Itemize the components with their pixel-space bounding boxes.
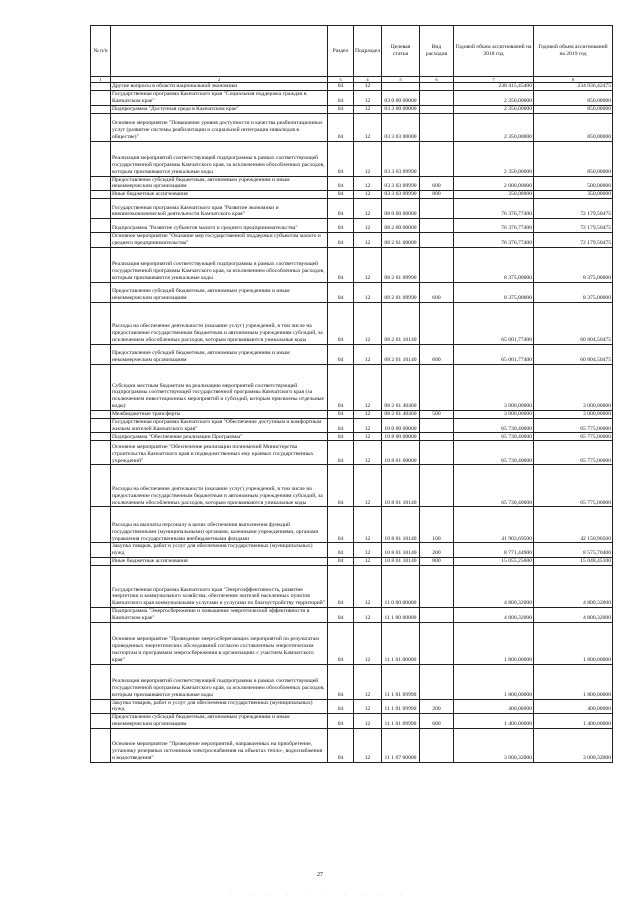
column-number: 4 bbox=[354, 77, 382, 83]
row-razdel-cell: 04 bbox=[328, 233, 354, 248]
table-row bbox=[91, 364, 613, 410]
row-expense-type-cell: 200 bbox=[420, 699, 454, 714]
row-name-cell: Предоставление субсидий бюджетным, автономным учреждениям и иным некоммерческим организациям bbox=[111, 282, 328, 302]
table-row bbox=[91, 141, 613, 176]
row-amount-2019-cell: 4 800,32000 bbox=[534, 607, 613, 622]
row-name-cell: Государственная программа Камчатского края "Энергоэффективность, развитие энергетики и коммунального хозяйства, обеспечение жителей населенных пунктов Камчатского края коммунальными услугами и услугами по благоустройству территорий" bbox=[111, 565, 328, 607]
column-number: 8 bbox=[534, 77, 613, 83]
row-amount-2019-cell: 1 800,00000 bbox=[534, 622, 613, 664]
row-podrazdel-cell: 12 bbox=[354, 219, 382, 233]
row-razdel-cell: 04 bbox=[328, 219, 354, 233]
table-row bbox=[91, 622, 613, 664]
row-podrazdel-cell: 12 bbox=[354, 105, 382, 113]
row-podrazdel-cell: 12 bbox=[354, 176, 382, 191]
row-expense-type-cell bbox=[420, 113, 454, 141]
row-amount-2018-cell: 2 350,00000 bbox=[454, 91, 534, 106]
row-name-cell: Расходы на выплаты персоналу в целях обеспечения выполнения функций государственными (муниципальными) органами, казенными учреждениями, органами управления государственными внебюджетными фондами bbox=[111, 507, 328, 543]
row-podrazdel-cell: 12 bbox=[354, 565, 382, 607]
row-amount-2018-cell: 350,00000 bbox=[454, 191, 534, 199]
scan-marks: · · · · · · · · · · bbox=[230, 893, 410, 898]
row-amount-2018-cell: 41 903,69500 bbox=[454, 507, 534, 543]
row-expense-type-cell bbox=[420, 364, 454, 410]
column-number: 1 bbox=[91, 77, 111, 83]
row-razdel-cell: 04 bbox=[328, 344, 354, 364]
row-amount-2018-cell: 2 350,00000 bbox=[454, 113, 534, 141]
row-amount-2018-cell: 2 350,00000 bbox=[454, 141, 534, 176]
row-name-cell: Иные бюджетные ассигнования bbox=[111, 191, 328, 199]
row-number-cell bbox=[91, 364, 111, 410]
row-name-cell: Государственная программа Камчатского края "Социальная поддержка граждан в Камчатском крае" bbox=[111, 91, 328, 106]
table-row bbox=[91, 607, 613, 622]
row-number-cell bbox=[91, 344, 111, 364]
row-razdel-cell: 04 bbox=[328, 176, 354, 191]
row-podrazdel-cell: 12 bbox=[354, 410, 382, 418]
row-name-cell: Реализация мероприятий соответствующей подпрограммы в рамках соответствующей государственной программы Камчатского края, за исключением обособленных расходов, которым присваиваются уникальные коды bbox=[111, 664, 328, 699]
row-podrazdel-cell: 12 bbox=[354, 191, 382, 199]
row-number-cell bbox=[91, 418, 111, 433]
column-number: 2 bbox=[111, 77, 328, 83]
row-expense-type-cell bbox=[420, 302, 454, 344]
table-row bbox=[91, 557, 613, 565]
row-name-cell: Межбюджетные трансферты bbox=[111, 410, 328, 418]
row-expense-type-cell bbox=[420, 664, 454, 699]
row-number-cell bbox=[91, 728, 111, 762]
row-target-article-cell: 08 2 01 00000 bbox=[382, 233, 420, 248]
budget-table bbox=[90, 25, 613, 763]
row-podrazdel-cell: 12 bbox=[354, 699, 382, 714]
row-amount-2019-cell: 500,00000 bbox=[534, 176, 613, 191]
row-name-cell: Основное мероприятие "Проведение мероприятий, направленных на приобретение, установку резервных источников электроснабжения на объектах тепло-, водоснабжения и водоотведения" bbox=[111, 728, 328, 762]
row-target-article-cell: 08 0 00 00000 bbox=[382, 199, 420, 219]
row-amount-2019-cell: 65 775,06000 bbox=[534, 441, 613, 465]
row-number-cell bbox=[91, 247, 111, 282]
table-row bbox=[91, 543, 613, 558]
row-razdel-cell: 04 bbox=[328, 113, 354, 141]
row-number-cell bbox=[91, 622, 111, 664]
table-row bbox=[91, 282, 613, 302]
row-name-cell: Закупка товаров, работ и услуг для обеспечения государственных (муниципальных) нужд bbox=[111, 699, 328, 714]
row-razdel-cell: 04 bbox=[328, 543, 354, 558]
row-amount-2019-cell: 8 375,00000 bbox=[534, 247, 613, 282]
row-name-cell: Государственная программа Камчатского края "Обеспечение доступным и комфортным жильем жителей Камчатского края" bbox=[111, 418, 328, 433]
row-amount-2018-cell: 3 000,00000 bbox=[454, 410, 534, 418]
row-expense-type-cell bbox=[420, 219, 454, 233]
table-row bbox=[91, 191, 613, 199]
table-row bbox=[91, 247, 613, 282]
row-expense-type-cell bbox=[420, 565, 454, 607]
row-razdel-cell: 04 bbox=[328, 364, 354, 410]
row-target-article-cell: 10 0 00 00000 bbox=[382, 418, 420, 433]
row-amount-2019-cell: 60 804,50475 bbox=[534, 344, 613, 364]
row-number-cell bbox=[91, 441, 111, 465]
row-expense-type-cell: 600 bbox=[420, 714, 454, 729]
row-razdel-cell: 04 bbox=[328, 607, 354, 622]
row-number-cell bbox=[91, 302, 111, 344]
row-podrazdel-cell: 12 bbox=[354, 441, 382, 465]
table-row bbox=[91, 433, 613, 441]
row-expense-type-cell bbox=[420, 199, 454, 219]
row-razdel-cell: 04 bbox=[328, 91, 354, 106]
header-amount-2018: Годовой объем ассигнований на 2018 год bbox=[454, 26, 534, 77]
row-amount-2018-cell: 3 000,32000 bbox=[454, 728, 534, 762]
table-row bbox=[91, 441, 613, 465]
row-target-article-cell bbox=[382, 83, 420, 91]
table-body bbox=[91, 83, 613, 763]
row-razdel-cell: 04 bbox=[328, 433, 354, 441]
table-row bbox=[91, 714, 613, 729]
row-amount-2018-cell: 76 376,77400 bbox=[454, 219, 534, 233]
row-target-article-cell: 11 1 00 00000 bbox=[382, 607, 420, 622]
row-name-cell: Основное мероприятие "Обеспечение реализации полномочий Министерства строительства Камчатского края и подведомственных ему краевых государственных учреждений" bbox=[111, 441, 328, 465]
row-amount-2018-cell: 65 730,40000 bbox=[454, 418, 534, 433]
row-podrazdel-cell: 12 bbox=[354, 344, 382, 364]
row-podrazdel-cell: 12 bbox=[354, 465, 382, 507]
row-podrazdel-cell: 12 bbox=[354, 282, 382, 302]
row-number-cell bbox=[91, 176, 111, 191]
row-number-cell bbox=[91, 113, 111, 141]
row-razdel-cell: 04 bbox=[328, 199, 354, 219]
row-name-cell: Основное мероприятие "Проведение энергосберегающих мероприятий по результатам проведенных энергетических обследований согласно составленным энергетическим паспортам и программам энергосбережения в организациях с участием Камчатского края" bbox=[111, 622, 328, 664]
row-podrazdel-cell: 12 bbox=[354, 664, 382, 699]
row-target-article-cell: 11 1 07 00000 bbox=[382, 728, 420, 762]
row-amount-2019-cell: 4 800,32000 bbox=[534, 565, 613, 607]
row-number-cell bbox=[91, 83, 111, 91]
row-amount-2019-cell: 60 804,50475 bbox=[534, 302, 613, 344]
row-target-article-cell: 10 8 01 10140 bbox=[382, 557, 420, 565]
row-amount-2018-cell: 4 800,32000 bbox=[454, 607, 534, 622]
row-number-cell bbox=[91, 565, 111, 607]
row-amount-2019-cell: 1 800,00000 bbox=[534, 664, 613, 699]
row-amount-2019-cell: 234 936,42475 bbox=[534, 83, 613, 91]
row-number-cell bbox=[91, 199, 111, 219]
table-row bbox=[91, 176, 613, 191]
row-expense-type-cell: 600 bbox=[420, 282, 454, 302]
row-number-cell bbox=[91, 557, 111, 565]
table-row bbox=[91, 565, 613, 607]
row-amount-2018-cell: 76 376,77400 bbox=[454, 199, 534, 219]
row-amount-2019-cell: 72 179,50475 bbox=[534, 233, 613, 248]
row-target-article-cell: 11 0 00 00000 bbox=[382, 565, 420, 607]
table-row bbox=[91, 113, 613, 141]
row-target-article-cell: 03 3 00 00000 bbox=[382, 105, 420, 113]
row-name-cell: Реализация мероприятий соответствующей подпрограммы в рамках соответствующей государственной программы Камчатского края, за исключением обособленных расходов, которым присваиваются уникальные коды bbox=[111, 247, 328, 282]
row-amount-2018-cell: 8 375,00000 bbox=[454, 247, 534, 282]
row-number-cell bbox=[91, 282, 111, 302]
row-target-article-cell: 11 1 01 09990 bbox=[382, 664, 420, 699]
row-razdel-cell: 04 bbox=[328, 247, 354, 282]
row-target-article-cell: 10 8 01 10140 bbox=[382, 507, 420, 543]
row-amount-2019-cell: 65 775,06000 bbox=[534, 465, 613, 507]
row-name-cell: Подпрограмма "Доступная среда в Камчатском крае" bbox=[111, 105, 328, 113]
row-target-article-cell: 10 8 01 10140 bbox=[382, 465, 420, 507]
row-amount-2019-cell: 400,00000 bbox=[534, 699, 613, 714]
row-number-cell bbox=[91, 219, 111, 233]
row-razdel-cell: 04 bbox=[328, 418, 354, 433]
row-target-article-cell: 11 1 01 00000 bbox=[382, 622, 420, 664]
column-number: 5 bbox=[382, 77, 420, 83]
header-row bbox=[91, 26, 613, 77]
header-expense-type: Вид расходов bbox=[420, 26, 454, 77]
row-amount-2019-cell: 3 000,00000 bbox=[534, 364, 613, 410]
row-name-cell: Основное мероприятие "Повышение уровня доступности и качества реабилитационных услуг (развитие системы реабилитации и социальной интеграции инвалидов в обществе)" bbox=[111, 113, 328, 141]
row-razdel-cell: 04 bbox=[328, 664, 354, 699]
row-amount-2018-cell: 3 000,00000 bbox=[454, 364, 534, 410]
column-number: 7 bbox=[454, 77, 534, 83]
row-target-article-cell: 03 3 03 09990 bbox=[382, 141, 420, 176]
row-razdel-cell: 04 bbox=[328, 565, 354, 607]
row-razdel-cell: 04 bbox=[328, 302, 354, 344]
row-amount-2019-cell: 42 150,90560 bbox=[534, 507, 613, 543]
row-number-cell bbox=[91, 191, 111, 199]
row-name-cell: Предоставление субсидий бюджетным, автономным учреждениям и иным некоммерческим организациям bbox=[111, 344, 328, 364]
row-target-article-cell: 08 2 01 09990 bbox=[382, 247, 420, 282]
header-podrazdel: Подраздел bbox=[354, 26, 382, 77]
row-name-cell: Субсидии местным бюджетам на реализацию мероприятий соответствующей подпрограммы соответствующей государственной программы Камчатского края (за исключением инвестиционных мероприятий и субсидий, которым присвоены отдельные коды) bbox=[111, 364, 328, 410]
row-name-cell: Подпрограмма "Энергосбережение и повышение энергетической эффективности в Камчатском крае" bbox=[111, 607, 328, 622]
row-expense-type-cell bbox=[420, 607, 454, 622]
row-amount-2019-cell: 1 400,00000 bbox=[534, 714, 613, 729]
row-expense-type-cell bbox=[420, 465, 454, 507]
header-target-article: Целевая статья bbox=[382, 26, 420, 77]
row-podrazdel-cell: 12 bbox=[354, 233, 382, 248]
row-amount-2019-cell: 8 575,70400 bbox=[534, 543, 613, 558]
row-podrazdel-cell: 12 bbox=[354, 247, 382, 282]
row-amount-2018-cell: 400,00000 bbox=[454, 699, 534, 714]
row-name-cell: Государственная программа Камчатского края "Развитие экономики и внешнеэкономической деятельности Камчатского края" bbox=[111, 199, 328, 219]
row-podrazdel-cell: 12 bbox=[354, 91, 382, 106]
row-target-article-cell: 03 0 00 00000 bbox=[382, 91, 420, 106]
row-expense-type-cell bbox=[420, 233, 454, 248]
row-expense-type-cell bbox=[420, 433, 454, 441]
row-expense-type-cell bbox=[420, 141, 454, 176]
row-expense-type-cell bbox=[420, 105, 454, 113]
table-row bbox=[91, 302, 613, 344]
row-podrazdel-cell: 12 bbox=[354, 622, 382, 664]
row-expense-type-cell: 800 bbox=[420, 191, 454, 199]
row-number-cell bbox=[91, 410, 111, 418]
row-podrazdel-cell: 12 bbox=[354, 418, 382, 433]
row-amount-2019-cell: 15 048,45100 bbox=[534, 557, 613, 565]
row-name-cell: Расходы на обеспечение деятельности (оказание услуг) учреждений, в том числе на предоставление государственным бюджетным и автономным учреждениям субсидий, за исключением обособленных расходов, которым присваиваются уникальные коды bbox=[111, 465, 328, 507]
header-razdel: Раздел bbox=[328, 26, 354, 77]
row-amount-2019-cell: 350,00000 bbox=[534, 191, 613, 199]
header-amount-2019: Годовой объем ассигнований на 2019 год bbox=[534, 26, 613, 77]
row-amount-2019-cell: 65 775,06000 bbox=[534, 433, 613, 441]
row-target-article-cell: 08 2 01 10140 bbox=[382, 302, 420, 344]
row-amount-2019-cell: 850,00000 bbox=[534, 141, 613, 176]
row-razdel-cell: 04 bbox=[328, 191, 354, 199]
row-podrazdel-cell: 12 bbox=[354, 433, 382, 441]
table-row bbox=[91, 83, 613, 91]
row-podrazdel-cell: 12 bbox=[354, 714, 382, 729]
row-razdel-cell: 04 bbox=[328, 441, 354, 465]
table-row bbox=[91, 465, 613, 507]
row-amount-2018-cell: 8 771,44900 bbox=[454, 543, 534, 558]
table-row bbox=[91, 418, 613, 433]
row-amount-2018-cell: 1 800,00000 bbox=[454, 664, 534, 699]
row-podrazdel-cell: 12 bbox=[354, 199, 382, 219]
row-amount-2018-cell: 65 730,40000 bbox=[454, 433, 534, 441]
row-name-cell: Иные бюджетные ассигнования bbox=[111, 557, 328, 565]
table-row bbox=[91, 233, 613, 248]
table-row bbox=[91, 728, 613, 762]
row-expense-type-cell bbox=[420, 441, 454, 465]
row-target-article-cell: 10 8 01 10140 bbox=[382, 543, 420, 558]
row-amount-2018-cell: 65 001,77400 bbox=[454, 344, 534, 364]
row-target-article-cell: 10 8 01 00000 bbox=[382, 441, 420, 465]
row-amount-2019-cell: 3 000,32000 bbox=[534, 728, 613, 762]
row-amount-2018-cell: 65 730,40000 bbox=[454, 465, 534, 507]
table-row bbox=[91, 105, 613, 113]
row-number-cell bbox=[91, 507, 111, 543]
row-number-cell bbox=[91, 699, 111, 714]
row-name-cell: Предоставление субсидий бюджетным, автономным учреждениям и иным некоммерческим организациям bbox=[111, 176, 328, 191]
row-podrazdel-cell: 12 bbox=[354, 83, 382, 91]
row-target-article-cell: 08 2 01 40460 bbox=[382, 364, 420, 410]
row-podrazdel-cell: 12 bbox=[354, 728, 382, 762]
row-amount-2018-cell: 15 055,25600 bbox=[454, 557, 534, 565]
row-target-article-cell: 03 3 03 09990 bbox=[382, 191, 420, 199]
row-number-cell bbox=[91, 141, 111, 176]
row-amount-2019-cell: 72 179,50475 bbox=[534, 219, 613, 233]
row-razdel-cell: 04 bbox=[328, 622, 354, 664]
row-podrazdel-cell: 12 bbox=[354, 141, 382, 176]
row-name-cell: Основное мероприятие "Оказание мер государственной поддержки субъектам малого и среднего предпринимательства" bbox=[111, 233, 328, 248]
row-target-article-cell: 11 1 01 09990 bbox=[382, 699, 420, 714]
row-name-cell: Подпрограмма "Обеспечение реализации Программы" bbox=[111, 433, 328, 441]
row-amount-2018-cell: 65 001,77400 bbox=[454, 302, 534, 344]
row-number-cell bbox=[91, 433, 111, 441]
row-target-article-cell: 08 2 00 00000 bbox=[382, 219, 420, 233]
row-amount-2018-cell: 238 415,45400 bbox=[454, 83, 534, 91]
row-razdel-cell: 04 bbox=[328, 465, 354, 507]
row-expense-type-cell bbox=[420, 91, 454, 106]
row-razdel-cell: 04 bbox=[328, 83, 354, 91]
table-row bbox=[91, 199, 613, 219]
header-name bbox=[111, 26, 328, 77]
row-podrazdel-cell: 12 bbox=[354, 113, 382, 141]
row-amount-2019-cell: 850,00000 bbox=[534, 105, 613, 113]
row-number-cell bbox=[91, 91, 111, 106]
table-row bbox=[91, 91, 613, 106]
row-razdel-cell: 04 bbox=[328, 282, 354, 302]
row-amount-2018-cell: 1 800,00000 bbox=[454, 622, 534, 664]
column-number: 6 bbox=[420, 77, 454, 83]
row-amount-2018-cell: 65 730,40000 bbox=[454, 441, 534, 465]
row-expense-type-cell bbox=[420, 728, 454, 762]
page-number: 27 bbox=[317, 872, 323, 878]
row-number-cell bbox=[91, 543, 111, 558]
row-razdel-cell: 04 bbox=[328, 699, 354, 714]
row-expense-type-cell: 800 bbox=[420, 557, 454, 565]
row-number-cell bbox=[91, 233, 111, 248]
row-razdel-cell: 04 bbox=[328, 714, 354, 729]
row-number-cell bbox=[91, 465, 111, 507]
row-name-cell: Предоставление субсидий бюджетным, автономным учреждениям и иным некоммерческим организациям bbox=[111, 714, 328, 729]
row-name-cell: Расходы на обеспечение деятельности (оказание услуг) учреждений, в том числе на предоставление государственным бюджетным и автономным учреждениям субсидий, за исключением обособленных расходов, которым присваиваются уникальные коды bbox=[111, 302, 328, 344]
row-expense-type-cell: 600 bbox=[420, 344, 454, 364]
row-amount-2018-cell: 2 000,00000 bbox=[454, 176, 534, 191]
row-expense-type-cell: 100 bbox=[420, 507, 454, 543]
row-amount-2018-cell: 76 376,77400 bbox=[454, 233, 534, 248]
column-number: 3 bbox=[328, 77, 354, 83]
row-expense-type-cell bbox=[420, 418, 454, 433]
row-expense-type-cell bbox=[420, 83, 454, 91]
row-number-cell bbox=[91, 664, 111, 699]
row-razdel-cell: 04 bbox=[328, 557, 354, 565]
row-razdel-cell: 04 bbox=[328, 507, 354, 543]
row-amount-2019-cell: 72 179,50475 bbox=[534, 199, 613, 219]
row-expense-type-cell: 600 bbox=[420, 176, 454, 191]
row-amount-2018-cell: 1 400,00000 bbox=[454, 714, 534, 729]
row-target-article-cell: 10 8 00 00000 bbox=[382, 433, 420, 441]
row-razdel-cell: 04 bbox=[328, 410, 354, 418]
table-row bbox=[91, 699, 613, 714]
table-row bbox=[91, 219, 613, 233]
row-amount-2019-cell: 3 000,00000 bbox=[534, 410, 613, 418]
row-target-article-cell: 03 3 03 09990 bbox=[382, 176, 420, 191]
row-amount-2019-cell: 850,00000 bbox=[534, 113, 613, 141]
table-row bbox=[91, 507, 613, 543]
row-name-cell: Закупка товаров, работ и услуг для обеспечения государственных (муниципальных) нужд bbox=[111, 543, 328, 558]
row-podrazdel-cell: 12 bbox=[354, 543, 382, 558]
row-razdel-cell: 04 bbox=[328, 141, 354, 176]
row-target-article-cell: 08 2 01 09990 bbox=[382, 282, 420, 302]
row-amount-2019-cell: 850,00000 bbox=[534, 91, 613, 106]
row-expense-type-cell bbox=[420, 622, 454, 664]
row-amount-2018-cell: 2 350,00000 bbox=[454, 105, 534, 113]
header-number: № п/п bbox=[91, 26, 111, 77]
row-target-article-cell: 03 3 03 00000 bbox=[382, 113, 420, 141]
row-expense-type-cell: 200 bbox=[420, 543, 454, 558]
row-podrazdel-cell: 12 bbox=[354, 302, 382, 344]
row-target-article-cell: 11 1 01 09990 bbox=[382, 714, 420, 729]
row-amount-2018-cell: 4 800,32000 bbox=[454, 565, 534, 607]
row-podrazdel-cell: 12 bbox=[354, 507, 382, 543]
row-number-cell bbox=[91, 714, 111, 729]
table-row bbox=[91, 664, 613, 699]
table-row bbox=[91, 344, 613, 364]
row-number-cell bbox=[91, 607, 111, 622]
row-razdel-cell: 04 bbox=[328, 728, 354, 762]
row-expense-type-cell bbox=[420, 247, 454, 282]
row-podrazdel-cell: 12 bbox=[354, 557, 382, 565]
row-amount-2019-cell: 8 375,00000 bbox=[534, 282, 613, 302]
row-amount-2019-cell: 65 775,06000 bbox=[534, 418, 613, 433]
row-podrazdel-cell: 12 bbox=[354, 364, 382, 410]
row-name-cell: Подпрограмма "Развитие субъектов малого и среднего предпринимательства" bbox=[111, 219, 328, 233]
row-amount-2018-cell: 8 375,00000 bbox=[454, 282, 534, 302]
row-name-cell: Другие вопросы в области национальной экономики bbox=[111, 83, 328, 91]
row-expense-type-cell: 500 bbox=[420, 410, 454, 418]
table-row bbox=[91, 410, 613, 418]
row-target-article-cell: 08 2 01 10140 bbox=[382, 344, 420, 364]
row-name-cell: Реализация мероприятий соответствующей подпрограммы в рамках соответствующей государственной программы Камчатского края, за исключением обособленных расходов, которым присваиваются уникальные коды bbox=[111, 141, 328, 176]
row-number-cell bbox=[91, 105, 111, 113]
row-target-article-cell: 08 2 01 40460 bbox=[382, 410, 420, 418]
row-podrazdel-cell: 12 bbox=[354, 607, 382, 622]
row-razdel-cell: 04 bbox=[328, 105, 354, 113]
